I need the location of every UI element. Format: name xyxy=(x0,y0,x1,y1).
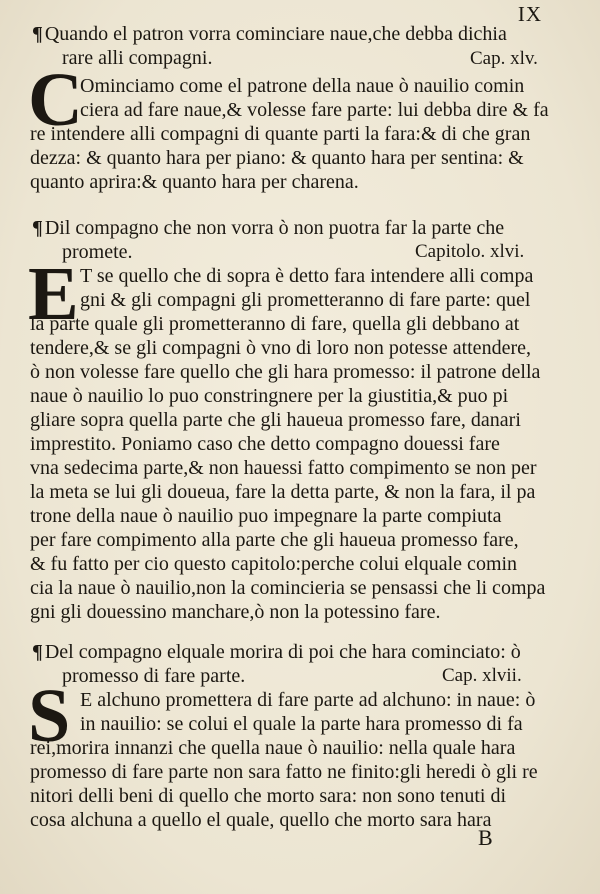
pilcrow-icon: ¶ xyxy=(32,217,43,239)
rubric-line: ¶ Quando el patron vorra cominciare naue,che debba dichia xyxy=(32,23,507,45)
initial-capital: C xyxy=(28,58,83,142)
text-line: Ominciamo come el patrone della naue ò nauilio comin xyxy=(80,75,525,97)
text-line: in nauilio: se colui el quale la parte hara promesso di fa xyxy=(80,713,523,735)
text-line: la meta se lui gli doueua, fare la detta parte, & non la fara, il pa xyxy=(30,481,536,503)
rubric-line: rare alli compagni. xyxy=(62,47,213,69)
text-line: gni & gli compagni gli prometteranno di fare parte: quel xyxy=(80,289,531,311)
rubric-line: promesso di fare parte. xyxy=(62,665,246,687)
chapter-label: Cap. xlvii. xyxy=(442,665,522,686)
text-line: gliare sopra quella parte che gli haueua promesso fare, danari xyxy=(30,409,521,431)
text-line: rei,morira innanzi che quella naue ò nauilio: nella quale hara xyxy=(30,737,516,759)
text-line: re intendere alli compagni di quante parti la fara:& di che gran xyxy=(30,123,531,145)
text-line: ciera ad fare naue,& volesse fare parte: lui debba dire & fa xyxy=(80,99,549,121)
pilcrow-icon: ¶ xyxy=(32,641,43,663)
text-line: gni gli douessino manchare,ò non la potessino fare. xyxy=(30,601,441,623)
signature-mark: B xyxy=(478,825,493,850)
rubric-line: promete. xyxy=(62,241,133,263)
text-line: vna sedecima parte,& non hauessi fatto compimento se non per xyxy=(30,457,537,479)
text-line: tendere,& se gli compagni ò vno di loro non potesse attendere, xyxy=(30,337,531,359)
text-line: ò non volesse fare quello che gli hara promesso: il patrone della xyxy=(30,361,541,383)
text-line: nitori delli beni di quello che morto sara: non sono tenuti di xyxy=(30,785,507,807)
text-line: naue ò nauilio lo puo constringnere per la giustitia,& puo pi xyxy=(30,385,509,407)
text-line: & fu fatto per cio questo capitolo:perche colui elquale comin xyxy=(30,553,518,575)
text-line: imprestito. Poniamo caso che detto compagno douessi fare xyxy=(30,433,500,455)
initial-capital: E xyxy=(28,252,79,336)
initial-capital: S xyxy=(28,674,71,758)
folio-number: IX xyxy=(517,2,542,26)
chapter-label: Capitolo. xlvi. xyxy=(415,241,525,262)
text-line: quanto aprira:& quanto hara per charena. xyxy=(30,171,359,193)
chapter-label: Cap. xlv. xyxy=(470,48,538,69)
text-line: E alchuno promettera di fare parte ad alchuno: in naue: ò xyxy=(80,689,536,711)
text-line: trone della naue ò nauilio puo impegnare la parte compiuta xyxy=(30,505,502,527)
text-line: T se quello che di sopra è detto fara intendere alli compa xyxy=(80,265,534,287)
rubric-line: ¶ Dil compagno che non vorra ò non puotra far la parte che xyxy=(32,217,505,239)
rubric-line: ¶ Del compagno elquale morira di poi che hara cominciato: ò xyxy=(32,641,521,663)
text-line: cosa alchuna a quello el quale, quello che morto sara hara xyxy=(30,809,492,831)
pilcrow-icon: ¶ xyxy=(32,23,43,45)
text-line: dezza: & quanto hara per piano: & quanto hara per sentina: & xyxy=(30,147,524,169)
text-line: promesso di fare parte non sara fatto ne finito:gli heredi ò gli re xyxy=(30,761,538,783)
text-line: cia la naue ò nauilio,non la comincieria se pensassi che li compa xyxy=(30,577,546,599)
text-line: per fare compimento alla parte che gli haueua promesso fare, xyxy=(30,529,519,551)
text-line: la parte quale gli prometteranno di fare, quella gli debbano at xyxy=(30,313,520,335)
